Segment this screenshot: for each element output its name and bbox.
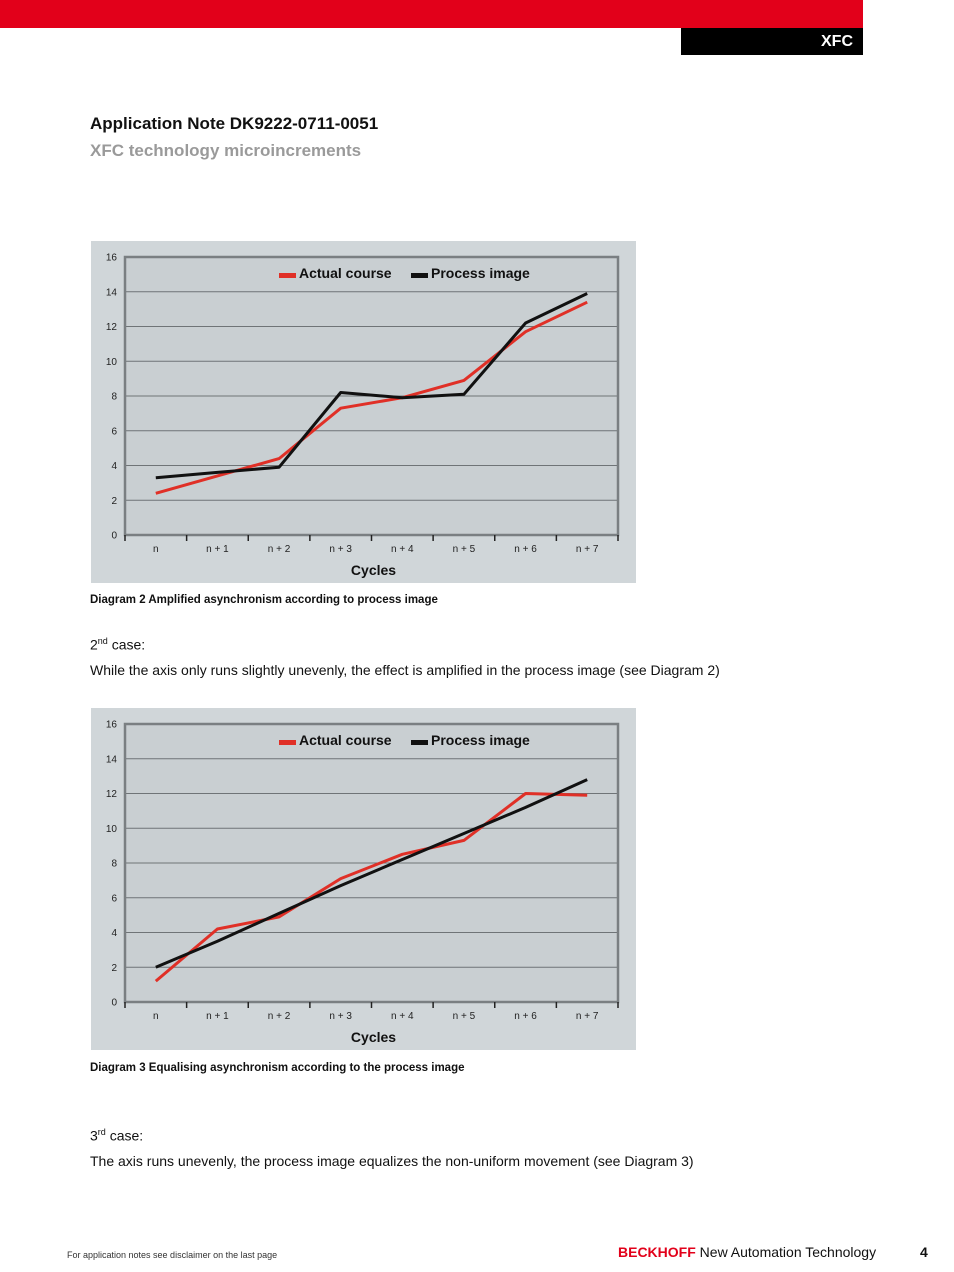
case-3-number: 3 bbox=[90, 1127, 98, 1144]
case-2-text: While the axis only runs slightly unevenly, the effect is amplified in the process image (see Diagram 2) bbox=[90, 662, 720, 678]
case-3-suffix: case: bbox=[105, 1127, 144, 1144]
x-axis-label: Cycles bbox=[350, 1029, 397, 1045]
x-tick-label: n + 7 bbox=[575, 1011, 599, 1022]
x-axis-label: Cycles bbox=[350, 562, 397, 578]
y-tick-label: 4 bbox=[111, 928, 117, 939]
diagram-2-caption: Diagram 2 Amplified asynchronism according to process image bbox=[90, 594, 438, 606]
legend-label: Actual course bbox=[299, 732, 392, 748]
y-tick-label: 10 bbox=[105, 823, 117, 835]
y-tick-label: 0 bbox=[111, 530, 117, 542]
brand-tagline: New Automation Technology bbox=[695, 1244, 877, 1260]
document-title: Application Note DK9222-0711-0051 bbox=[90, 114, 379, 133]
footer-disclaimer: For application notes see disclaimer on the last page bbox=[67, 1250, 278, 1260]
x-tick-label: n + 4 bbox=[391, 1011, 414, 1022]
y-tick-label: 14 bbox=[105, 754, 117, 766]
x-tick-label: n + 6 bbox=[514, 1011, 537, 1022]
x-tick-label: n + 2 bbox=[267, 1011, 291, 1022]
legend-label: Actual course bbox=[299, 265, 392, 281]
top-accent-bar bbox=[0, 0, 863, 28]
case-2-heading bbox=[90, 636, 145, 653]
page-number: 4 bbox=[920, 1244, 928, 1260]
legend-swatch bbox=[411, 273, 428, 278]
case-3-ordinal: rd bbox=[97, 1127, 106, 1137]
brand-logo: BECKHOFF bbox=[618, 1244, 696, 1260]
y-tick-label: 0 bbox=[111, 997, 117, 1009]
y-tick-label: 2 bbox=[111, 495, 117, 507]
x-tick-label: n + 4 bbox=[391, 544, 414, 555]
legend-label: Process image bbox=[431, 265, 530, 281]
y-tick-label: 8 bbox=[111, 858, 117, 870]
x-tick-label: n + 1 bbox=[206, 1011, 229, 1022]
legend-swatch bbox=[279, 273, 296, 278]
y-tick-label: 6 bbox=[111, 893, 117, 905]
diagram-3-chart bbox=[91, 708, 636, 1050]
y-tick-label: 14 bbox=[105, 287, 117, 299]
legend-swatch bbox=[279, 740, 296, 745]
x-tick-label: n + 3 bbox=[329, 1011, 352, 1022]
y-tick-label: 16 bbox=[105, 252, 117, 264]
y-tick-label: 12 bbox=[105, 322, 117, 333]
y-tick-label: 10 bbox=[105, 356, 117, 368]
case-2-number: 2 bbox=[90, 636, 98, 653]
case-3-heading bbox=[90, 1127, 143, 1144]
x-tick-label: n + 7 bbox=[575, 544, 599, 555]
xfc-badge: XFC bbox=[681, 28, 863, 55]
footer-brand bbox=[618, 1244, 876, 1260]
x-tick-label: n + 6 bbox=[514, 544, 537, 555]
y-tick-label: 2 bbox=[111, 962, 117, 974]
y-tick-label: 4 bbox=[111, 461, 117, 472]
legend-swatch bbox=[411, 740, 428, 745]
y-tick-label: 6 bbox=[111, 426, 117, 438]
x-tick-label: n + 5 bbox=[452, 1011, 476, 1022]
diagram-3-caption: Diagram 3 Equalising asynchronism according to the process image bbox=[90, 1062, 465, 1074]
x-tick-label: n bbox=[153, 544, 159, 555]
legend-label: Process image bbox=[431, 732, 530, 748]
diagram-2-svg bbox=[91, 241, 636, 583]
document-subtitle: XFC technology microincrements bbox=[90, 141, 362, 160]
x-tick-label: n bbox=[153, 1011, 159, 1022]
x-tick-label: n + 1 bbox=[206, 544, 229, 555]
diagram-2-chart bbox=[91, 241, 636, 583]
y-tick-label: 16 bbox=[105, 719, 117, 731]
case-2-ordinal: nd bbox=[97, 636, 108, 646]
case-2-suffix: case: bbox=[107, 636, 146, 653]
case-3-text: The axis runs unevenly, the process image equalizes the non-uniform movement (see Diagram 3) bbox=[90, 1153, 694, 1169]
y-tick-label: 12 bbox=[105, 789, 117, 800]
diagram-3-svg bbox=[91, 708, 636, 1050]
x-tick-label: n + 3 bbox=[329, 544, 352, 555]
x-tick-label: n + 5 bbox=[452, 544, 476, 555]
x-tick-label: n + 2 bbox=[267, 544, 291, 555]
y-tick-label: 8 bbox=[111, 391, 117, 403]
